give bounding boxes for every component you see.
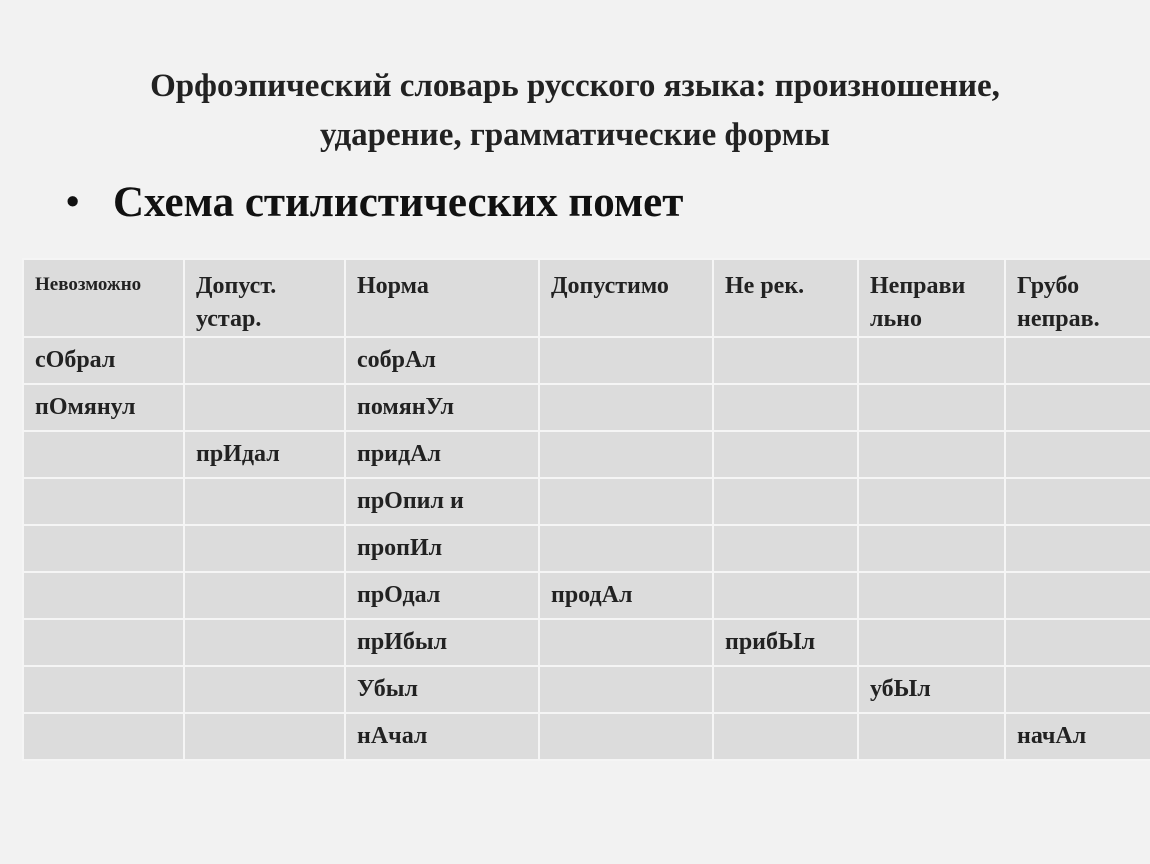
table-cell bbox=[184, 713, 345, 760]
table-cell bbox=[858, 619, 1005, 666]
table-cell bbox=[858, 337, 1005, 384]
table-cell bbox=[858, 431, 1005, 478]
table-cell: начАл bbox=[1005, 713, 1150, 760]
table-cell bbox=[858, 478, 1005, 525]
header-acceptable: Допустимо bbox=[539, 259, 713, 337]
header-acceptable-obsolete: Допуст. устар. bbox=[184, 259, 345, 337]
table-cell bbox=[858, 384, 1005, 431]
table-cell bbox=[858, 713, 1005, 760]
table-cell bbox=[23, 478, 184, 525]
table-cell bbox=[539, 713, 713, 760]
table-cell bbox=[23, 572, 184, 619]
table-cell bbox=[23, 525, 184, 572]
table-cell bbox=[1005, 384, 1150, 431]
slide-title-line-2: ударение, грамматические формы bbox=[320, 117, 830, 153]
table-cell bbox=[23, 713, 184, 760]
table-cell bbox=[713, 525, 858, 572]
table-cell: продАл bbox=[539, 572, 713, 619]
subtitle: Схема стилистических помет bbox=[113, 178, 684, 226]
table-cell bbox=[858, 572, 1005, 619]
slide-title bbox=[40, 62, 1110, 160]
table-row bbox=[23, 666, 1150, 713]
table-cell: прОдал bbox=[345, 572, 539, 619]
bullet-item bbox=[66, 172, 683, 232]
table-cell bbox=[539, 619, 713, 666]
table-cell bbox=[713, 572, 858, 619]
table-cell: прибЫл bbox=[713, 619, 858, 666]
header-norm: Норма bbox=[345, 259, 539, 337]
table-cell bbox=[539, 525, 713, 572]
bullet-icon: • bbox=[66, 181, 80, 223]
table-cell bbox=[713, 337, 858, 384]
table-cell: прИдал bbox=[184, 431, 345, 478]
table-cell: Убыл bbox=[345, 666, 539, 713]
table-cell bbox=[23, 431, 184, 478]
table-row bbox=[23, 619, 1150, 666]
table-row bbox=[23, 572, 1150, 619]
slide-title-line-1: Орфоэпический словарь русского языка: произношение, bbox=[150, 68, 1000, 104]
table-cell: придАл bbox=[345, 431, 539, 478]
table-cell: помянУл bbox=[345, 384, 539, 431]
table-cell bbox=[713, 384, 858, 431]
stylistic-marks-table bbox=[22, 258, 1150, 761]
table-cell bbox=[539, 337, 713, 384]
table-cell bbox=[184, 384, 345, 431]
table-row bbox=[23, 478, 1150, 525]
table-cell: сОбрал bbox=[23, 337, 184, 384]
table-cell bbox=[1005, 337, 1150, 384]
table-cell: прИбыл bbox=[345, 619, 539, 666]
table-cell bbox=[184, 572, 345, 619]
table-cell: собрАл bbox=[345, 337, 539, 384]
table-cell bbox=[713, 431, 858, 478]
header-not-recommended: Не рек. bbox=[713, 259, 858, 337]
table-cell bbox=[713, 666, 858, 713]
table-cell: убЫл bbox=[858, 666, 1005, 713]
table-cell bbox=[1005, 619, 1150, 666]
table-cell bbox=[184, 619, 345, 666]
table-cell bbox=[23, 666, 184, 713]
table-row bbox=[23, 384, 1150, 431]
table-cell bbox=[858, 525, 1005, 572]
table-row bbox=[23, 337, 1150, 384]
table-cell bbox=[539, 384, 713, 431]
table-cell bbox=[23, 619, 184, 666]
table-cell bbox=[539, 666, 713, 713]
table-cell: нАчал bbox=[345, 713, 539, 760]
table-cell bbox=[1005, 431, 1150, 478]
table-cell bbox=[184, 525, 345, 572]
table-cell bbox=[1005, 525, 1150, 572]
table-cell: пОмянул bbox=[23, 384, 184, 431]
table-cell: прОпил и bbox=[345, 478, 539, 525]
table-row bbox=[23, 525, 1150, 572]
table-cell bbox=[539, 431, 713, 478]
table-cell bbox=[184, 666, 345, 713]
table-row bbox=[23, 431, 1150, 478]
table-cell bbox=[713, 713, 858, 760]
table-cell bbox=[1005, 478, 1150, 525]
header-impossible: Невозможно bbox=[23, 259, 184, 337]
table-cell bbox=[539, 478, 713, 525]
table-cell bbox=[184, 478, 345, 525]
table-cell bbox=[1005, 572, 1150, 619]
table-cell bbox=[713, 478, 858, 525]
table-cell bbox=[184, 337, 345, 384]
header-incorrect: Неправи льно bbox=[858, 259, 1005, 337]
table-header-row bbox=[23, 259, 1150, 337]
table-row bbox=[23, 713, 1150, 760]
table-cell: пропИл bbox=[345, 525, 539, 572]
header-grossly-incorrect: Грубо неправ. bbox=[1005, 259, 1150, 337]
table-cell bbox=[1005, 666, 1150, 713]
